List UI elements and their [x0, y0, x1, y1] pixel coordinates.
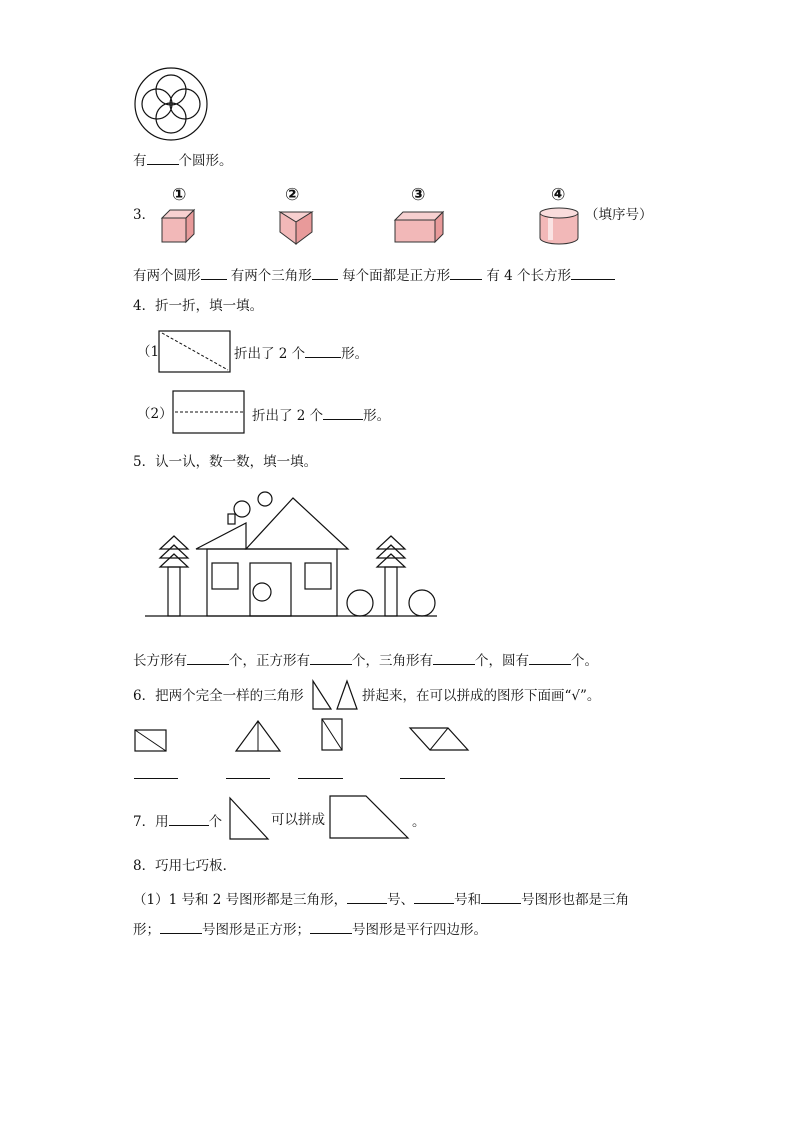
trapezoid-figure [328, 794, 410, 840]
answer-blank[interactable] [310, 650, 352, 665]
q8-line2 [133, 919, 487, 939]
house-scene-figure [140, 485, 445, 620]
q7-text-a [133, 811, 222, 831]
q3-part-1: 有两个圆形 [133, 268, 201, 284]
label-1: ① [172, 185, 187, 205]
q6-text-a: 6．把两个完全一样的三角形 [133, 688, 304, 704]
answer-blank[interactable] [323, 405, 363, 420]
answer-blank[interactable] [481, 889, 521, 904]
q3-part-4: 有 4 个长方形 [486, 268, 572, 284]
q5-rect-label: 长方形有 [133, 653, 187, 669]
answer-blank[interactable] [147, 150, 179, 165]
cuboid-shape [393, 210, 445, 244]
q8-title: 8．巧用七巧板． [133, 858, 237, 874]
q5-end: 个。 [571, 653, 598, 669]
q4-item2-label: （2） [137, 406, 173, 422]
answer-blank[interactable] [414, 889, 454, 904]
answer-blank[interactable] [310, 919, 352, 934]
q4-item1-label: （1 [137, 344, 160, 360]
option-rectangle [134, 729, 168, 753]
q3-part-2: 有两个三角形 [230, 268, 312, 284]
q3-hint: （填序号） [585, 207, 653, 223]
q8-line1-b: 号、 [387, 892, 415, 908]
q8-line1-c: 号和 [454, 892, 482, 908]
answer-blank[interactable] [169, 811, 209, 826]
right-triangle-figure [228, 796, 270, 842]
answer-blank[interactable] [305, 343, 341, 358]
answer-blank[interactable] [312, 265, 338, 280]
q3-part-3: 每个面都是正方形 [342, 268, 451, 284]
label-2: ② [285, 185, 300, 205]
cylinder-shape [538, 206, 580, 246]
cube-shape [160, 208, 196, 244]
answer-blank[interactable] [160, 919, 202, 934]
q7-use: 7．用 [133, 814, 169, 830]
answer-blank[interactable] [226, 778, 270, 779]
answer-blank[interactable] [400, 778, 445, 779]
q2-suffix: 个圆形。 [178, 153, 233, 169]
q4-title: 4．折一折，填一填。 [133, 298, 264, 314]
q5-circle-label: 个，圆有 [475, 653, 529, 669]
answer-blank[interactable] [298, 778, 343, 779]
q4-item2-text [252, 405, 390, 425]
answer-blank[interactable] [134, 778, 178, 779]
option-tall-rectangle [320, 718, 346, 752]
overlapping-circles-figure [132, 66, 210, 142]
q2-prefix: 有 [133, 153, 147, 169]
q8-line2-c: 号图形是平行四边形。 [352, 922, 487, 938]
label-3: ③ [411, 185, 426, 205]
q5-answer-line [133, 650, 598, 670]
q8-line2-b: 号图形是正方形； [202, 922, 310, 938]
answer-blank[interactable] [347, 889, 387, 904]
q4-item1-text [234, 343, 368, 363]
option-parallelogram [408, 726, 470, 752]
q8-line1-d: 号图形也都是三角 [521, 892, 630, 908]
answer-blank[interactable] [187, 650, 229, 665]
q5-title: 5．认一认，数一数，填一填。 [133, 454, 318, 470]
q8-line2-a: 形； [133, 922, 160, 938]
option-triangle [234, 719, 282, 753]
q3-answer-line [133, 265, 615, 285]
answer-blank[interactable] [571, 265, 615, 280]
answer-blank[interactable] [529, 650, 571, 665]
diagonal-fold-rectangle [158, 330, 232, 374]
q6-text-b: 拼起来，在可以拼成的图形下面画“√”。 [362, 688, 601, 704]
q2-line [133, 150, 233, 170]
answer-blank[interactable] [433, 650, 475, 665]
label-4: ④ [551, 185, 566, 205]
q8-line1 [133, 889, 629, 909]
q7-unit: 个 [208, 814, 223, 830]
q7-text-d: 。 [412, 814, 426, 830]
q4-item1-text-a: 折出了 2 个 [234, 346, 306, 362]
q4-item2-text-b: 形。 [363, 408, 391, 424]
q8-line1-a: （1）1 号和 2 号图形都是三角形， [133, 892, 348, 908]
q3-number: 3． [133, 207, 156, 223]
triangular-prism-shape [278, 208, 314, 246]
q4-item1-text-b: 形。 [341, 346, 369, 362]
q5-triangle-label: 个，三角形有 [352, 653, 433, 669]
answer-blank[interactable] [201, 265, 227, 280]
answer-blank[interactable] [450, 265, 482, 280]
q7-text-c: 可以拼成 [271, 812, 325, 828]
q5-square-label: 个，正方形有 [229, 653, 310, 669]
horizontal-fold-rectangle [172, 390, 246, 435]
two-triangles-figure [311, 679, 361, 711]
q4-item2-text-a: 折出了 2 个 [252, 408, 324, 424]
